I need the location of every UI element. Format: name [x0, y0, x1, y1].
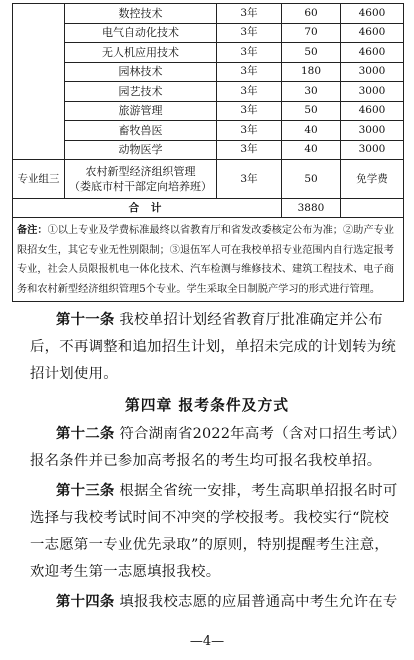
- count-cell: 70: [282, 23, 341, 43]
- group-cell-empty: [13, 4, 65, 160]
- major-line-1: 农村新型经济组织管理: [85, 165, 196, 178]
- fee-cell: 3000: [341, 121, 404, 141]
- major-cell: 电气自动化技术: [65, 23, 217, 43]
- article-14-text: 填报我校志愿的应届普通高中考生允许在专: [114, 594, 398, 610]
- article-14-label: 第十四条: [56, 593, 115, 610]
- major-line-2: （娄底市村干部定向培养班）: [69, 180, 212, 193]
- years-cell: 3年: [217, 43, 282, 63]
- total-value: 3880: [282, 199, 341, 218]
- major-cell: 旅游管理: [65, 101, 217, 121]
- total-empty: [341, 199, 404, 218]
- article-11: [30, 306, 402, 388]
- article-13-text: 根据全省统一安排，考生高职单招报名时可选择与我校考试时间不冲突的学校报考。我校实行“院校一志愿第一专业优先录取”的原则，特别提醒考生注意，欢迎考生第一志愿填报我校。: [30, 483, 398, 580]
- page-number: —4—: [189, 634, 225, 649]
- count-cell: 30: [282, 82, 341, 102]
- fee-cell: 3000: [341, 140, 404, 160]
- table-row: [13, 62, 404, 82]
- count-cell: 40: [282, 140, 341, 160]
- count-cell: 40: [282, 121, 341, 141]
- years-cell: 3年: [217, 62, 282, 82]
- note-text: ①以上专业及学费标准最终以省教育厅和省发改委核定公布为准；②助产专业限招女生，其它专业无性别限制；③退伍军人可在我校单招专业范围内自行选定报考专业，社会人员限报机电一体化技术、汽车检测与维修技术、建筑工程技术、电子商务和农村新型经济组织管理5个专业。学生采取全日制脱产学习的形式进行管理。: [17, 225, 394, 295]
- years-cell: 3年: [217, 121, 282, 141]
- table-row-group3: [13, 160, 404, 199]
- count-cell: 60: [282, 4, 341, 24]
- major-cell: 动物医学: [65, 140, 217, 160]
- chapter-heading: 第四章 报考条件及方式: [124, 397, 290, 414]
- count-cell: 50: [282, 101, 341, 121]
- article-11-label: 第十一条: [56, 311, 115, 328]
- enrollment-plan-table: [12, 3, 404, 302]
- major-cell: 无人机应用技术: [65, 43, 217, 63]
- article-14: [30, 588, 402, 616]
- fee-cell: 免学费: [341, 160, 404, 199]
- years-cell: 3年: [217, 23, 282, 43]
- article-11-text: 我校单招计划经省教育厅批准确定并公布后，不再调整和追加招生计划，单招未完成的计划转为统招计划使用。: [30, 312, 397, 382]
- table-row-note: [13, 218, 404, 302]
- count-cell: 50: [282, 160, 341, 199]
- fee-cell: 3000: [341, 82, 404, 102]
- fee-cell: 4600: [341, 101, 404, 121]
- major-cell-group3: [65, 160, 217, 199]
- note-label: 备注：: [17, 224, 48, 236]
- fee-cell: 3000: [341, 62, 404, 82]
- major-cell: 畜牧兽医: [65, 121, 217, 141]
- count-cell: 50: [282, 43, 341, 63]
- years-cell: 3年: [217, 140, 282, 160]
- article-12-label: 第十二条: [56, 425, 115, 442]
- years-cell: 3年: [217, 4, 282, 24]
- table-row-total: [13, 199, 404, 218]
- table-row: [13, 101, 404, 121]
- major-cell: 园林技术: [65, 62, 217, 82]
- count-cell: 180: [282, 62, 341, 82]
- note-cell: [13, 218, 404, 302]
- article-13: [30, 477, 402, 586]
- article-12: [30, 420, 402, 475]
- years-cell: 3年: [217, 82, 282, 102]
- table-row: [13, 23, 404, 43]
- table-row: [13, 82, 404, 102]
- fee-cell: 4600: [341, 23, 404, 43]
- group-label: 专业组三: [13, 160, 65, 199]
- major-cell: 园艺技术: [65, 82, 217, 102]
- article-13-label: 第十三条: [56, 482, 115, 499]
- table-row: [13, 121, 404, 141]
- table-row: [13, 140, 404, 160]
- table-row: [13, 43, 404, 63]
- table-row: [13, 4, 404, 24]
- years-cell: 3年: [217, 101, 282, 121]
- article-12-text: 符合湖南省2022年高考（含对口招生考试）报名条件并已参加高考报名的考生均可报名我校单招。: [30, 426, 399, 469]
- fee-cell: 4600: [341, 43, 404, 63]
- major-cell: 数控技术: [65, 4, 217, 24]
- fee-cell: 4600: [341, 4, 404, 24]
- years-cell: 3年: [217, 160, 282, 199]
- total-label: 合 计: [13, 199, 282, 218]
